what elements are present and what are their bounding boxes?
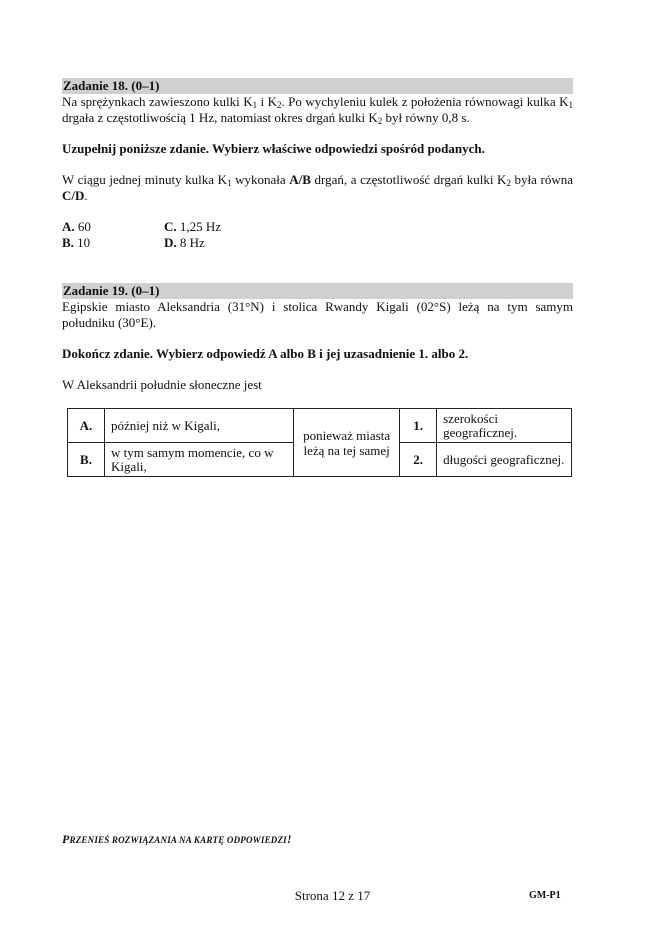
exam-page: [62, 78, 573, 477]
option-c: C. 1,25 Hz: [164, 219, 222, 234]
task-18-question: W ciągu jednej minuty kulka $K_1$ wykonała A/B drgań, a częstotliwość drgań kulki $K_2$ była równa C/D.: [62, 172, 573, 203]
task-18-options: [62, 219, 573, 251]
task-19-header: Zadanie 19. (0–1): [62, 283, 573, 299]
transfer-note: PRZENIEŚ ROZWIĄZANIA NA KARTĘ ODPOWIEDZI!: [62, 832, 292, 846]
reason-middle-text: ponieważ miasta leżą na tej samej: [294, 409, 400, 477]
option-row: [62, 235, 573, 251]
task-18-intro: Na sprężynkach zawieszono kulki $K_1$ i $K_2$. Po wychyleniu kulek z położenia równowagi kulka $K_1$ drgała z częstotliwością 1 Hz, natomiast okres drgań kulki $K_2$ był równy 0,8 s.: [62, 94, 574, 126]
reason-2-text: długości geograficznej.: [437, 443, 572, 477]
task-18-instruction: Uzupełnij poniższe zdanie. Wybierz właściwe odpowiedzi spośród podanych.: [62, 141, 485, 156]
option-row: [62, 219, 573, 235]
option-d: D. 8 Hz: [164, 235, 205, 250]
reason-1-label: 1.: [400, 409, 437, 443]
reason-2-label: 2.: [400, 443, 437, 477]
reason-1-text: szerokości geograficznej.: [437, 409, 572, 443]
task-19-stem: W Aleksandrii południe słoneczne jest: [62, 377, 262, 392]
answer-b-label: B.: [68, 443, 105, 477]
answer-b-text: w tym samym momencie, co w Kigali,: [105, 443, 294, 477]
task-18-header: Zadanie 18. (0–1): [62, 78, 573, 94]
task-19-instruction: Dokończ zdanie. Wybierz odpowiedź A albo B i jej uzasadnienie 1. albo 2.: [62, 346, 469, 361]
option-a: A. 60: [62, 219, 91, 234]
answer-a-label: A.: [68, 409, 105, 443]
page-number: Strona 12 z 17: [294, 888, 371, 903]
task-19-intro: Egipskie miasto Aleksandria (31°N) i stolica Rwandy Kigali (02°S) leżą na tym samym południku (30°E).: [62, 299, 573, 330]
task-19-answer-table: [67, 408, 572, 477]
exam-code: GM-P1: [529, 890, 561, 901]
option-b: B. 10: [62, 235, 91, 250]
answer-a-text: później niż w Kigali,: [105, 409, 294, 443]
